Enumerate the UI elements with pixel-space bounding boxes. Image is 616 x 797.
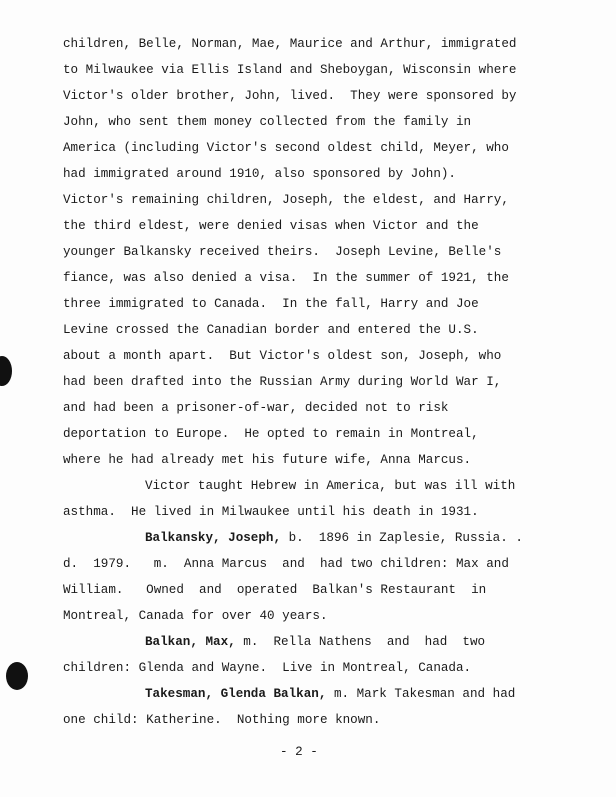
body-line: John, who sent them money collected from the family in [63, 115, 472, 129]
glenda-entry-name: Takesman, Glenda Balkan, [145, 687, 327, 701]
max-entry-first-line [145, 634, 485, 650]
punch-hole-top [0, 356, 12, 386]
body-line: to Milwaukee via Ellis Island and Sheboygan, Wisconsin where [63, 63, 517, 77]
joseph-entry-text: b. 1896 in Zaplesie, Russia. . [281, 531, 523, 545]
glenda-entry-line: one child: Katherine. Nothing more known. [63, 713, 381, 727]
body-line: younger Balkansky received theirs. Joseph Levine, Belle's [63, 245, 502, 259]
body-line: Victor's older brother, John, lived. They were sponsored by [63, 89, 517, 103]
victor-para-line: asthma. He lived in Milwaukee until his death in 1931. [63, 505, 479, 519]
body-line: and had been a prisoner-of-war, decided not to risk [63, 401, 449, 415]
body-line: America (including Victor's second oldest child, Meyer, who [63, 141, 509, 155]
body-line: had immigrated around 1910, also sponsored by John). [63, 167, 456, 181]
max-entry-name: Balkan, Max, [145, 635, 236, 649]
body-line: the third eldest, were denied visas when Victor and the [63, 219, 479, 233]
joseph-entry-line: d. 1979. m. Anna Marcus and had two children: Max and [63, 557, 509, 571]
body-line: three immigrated to Canada. In the fall, Harry and Joe [63, 297, 479, 311]
glenda-entry-text: m. Mark Takesman and had [326, 687, 516, 701]
body-line: Levine crossed the Canadian border and entered the U.S. [63, 323, 479, 337]
joseph-entry-name: Balkansky, Joseph, [145, 531, 282, 545]
page-number: - 2 - [280, 745, 318, 759]
body-line: where he had already met his future wife, Anna Marcus. [63, 453, 472, 467]
body-line: fiance, was also denied a visa. In the summer of 1921, the [63, 271, 509, 285]
victor-para-line: Victor taught Hebrew in America, but was ill with [145, 479, 516, 493]
punch-hole-bottom [6, 662, 28, 690]
body-line: deportation to Europe. He opted to remain in Montreal, [63, 427, 479, 441]
body-line: had been drafted into the Russian Army during World War I, [63, 375, 502, 389]
joseph-entry-first-line [145, 530, 523, 546]
joseph-entry-line: Montreal, Canada for over 40 years. [63, 609, 328, 623]
body-line: about a month apart. But Victor's oldest son, Joseph, who [63, 349, 502, 363]
glenda-entry-first-line [145, 686, 515, 702]
max-entry-line: children: Glenda and Wayne. Live in Montreal, Canada. [63, 661, 472, 675]
body-line: children, Belle, Norman, Mae, Maurice and Arthur, immigrated [63, 37, 517, 51]
body-line: Victor's remaining children, Joseph, the eldest, and Harry, [63, 193, 509, 207]
joseph-entry-line: William. Owned and operated Balkan's Restaurant in [63, 583, 487, 597]
max-entry-text: m. Rella Nathens and had two [235, 635, 486, 649]
